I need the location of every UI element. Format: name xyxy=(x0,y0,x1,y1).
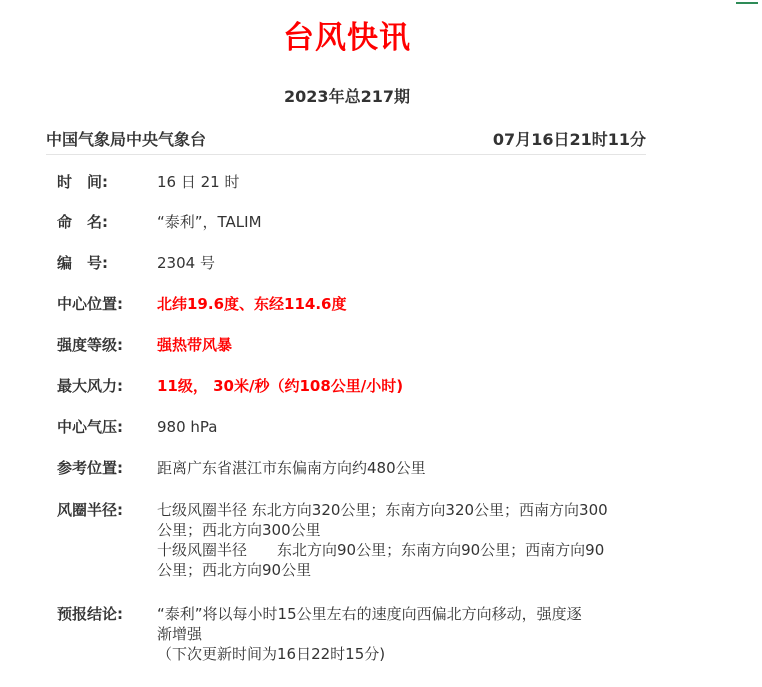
field-value: “泰利”，TALIM xyxy=(157,213,262,231)
issuing-agency: 中国气象局中央气象台 xyxy=(46,130,207,149)
field-value: 11级， 30米/秒（约108公里/小时) xyxy=(157,377,404,395)
field-label: 风圈半径: xyxy=(57,501,123,519)
field-label: 中心位置: xyxy=(57,295,123,313)
field-label: 中心气压: xyxy=(57,418,123,436)
radius-line: 公里；西北方向90公里 xyxy=(157,561,312,579)
field-value xyxy=(157,604,637,664)
field-value: 北纬19.6度、东经114.6度 xyxy=(157,295,347,313)
field-label: 强度等级: xyxy=(57,336,123,354)
forecast-line: “泰利”将以每小时15公里左右的速度向西偏北方向移动，强度逐 xyxy=(157,605,582,623)
forecast-line: （下次更新时间为16日22时15分) xyxy=(157,645,386,663)
corner-mark xyxy=(736,0,758,4)
forecast-line: 渐增强 xyxy=(157,625,203,643)
radius-line: 十级风圈半径 东北方向90公里；东南方向90公里；西南方向90 xyxy=(157,541,605,559)
issue-number: 2023年总217期 xyxy=(284,87,410,106)
field-label: 时 间: xyxy=(57,173,108,191)
radius-line: 公里；西北方向300公里 xyxy=(157,521,321,539)
field-value: 980 hPa xyxy=(157,418,218,436)
field-label: 编 号: xyxy=(57,254,108,272)
field-label: 参考位置: xyxy=(57,459,123,477)
field-value: 2304 号 xyxy=(157,254,215,272)
field-value: 16 日 21 时 xyxy=(157,173,240,191)
field-value: 距离广东省湛江市东偏南方向约480公里 xyxy=(157,459,426,477)
field-label: 命 名: xyxy=(57,213,108,231)
field-value xyxy=(157,500,637,580)
field-value: 强热带风暴 xyxy=(157,336,233,354)
issued-time: 07月16日21时11分 xyxy=(492,130,646,149)
page-title: 台风快讯 xyxy=(283,20,411,56)
radius-line: 七级风圈半径 东北方向320公里；东南方向320公里；西南方向300 xyxy=(157,501,608,519)
field-label: 预报结论: xyxy=(57,605,123,623)
field-label: 最大风力: xyxy=(57,377,123,395)
bulletin-header xyxy=(46,127,646,155)
